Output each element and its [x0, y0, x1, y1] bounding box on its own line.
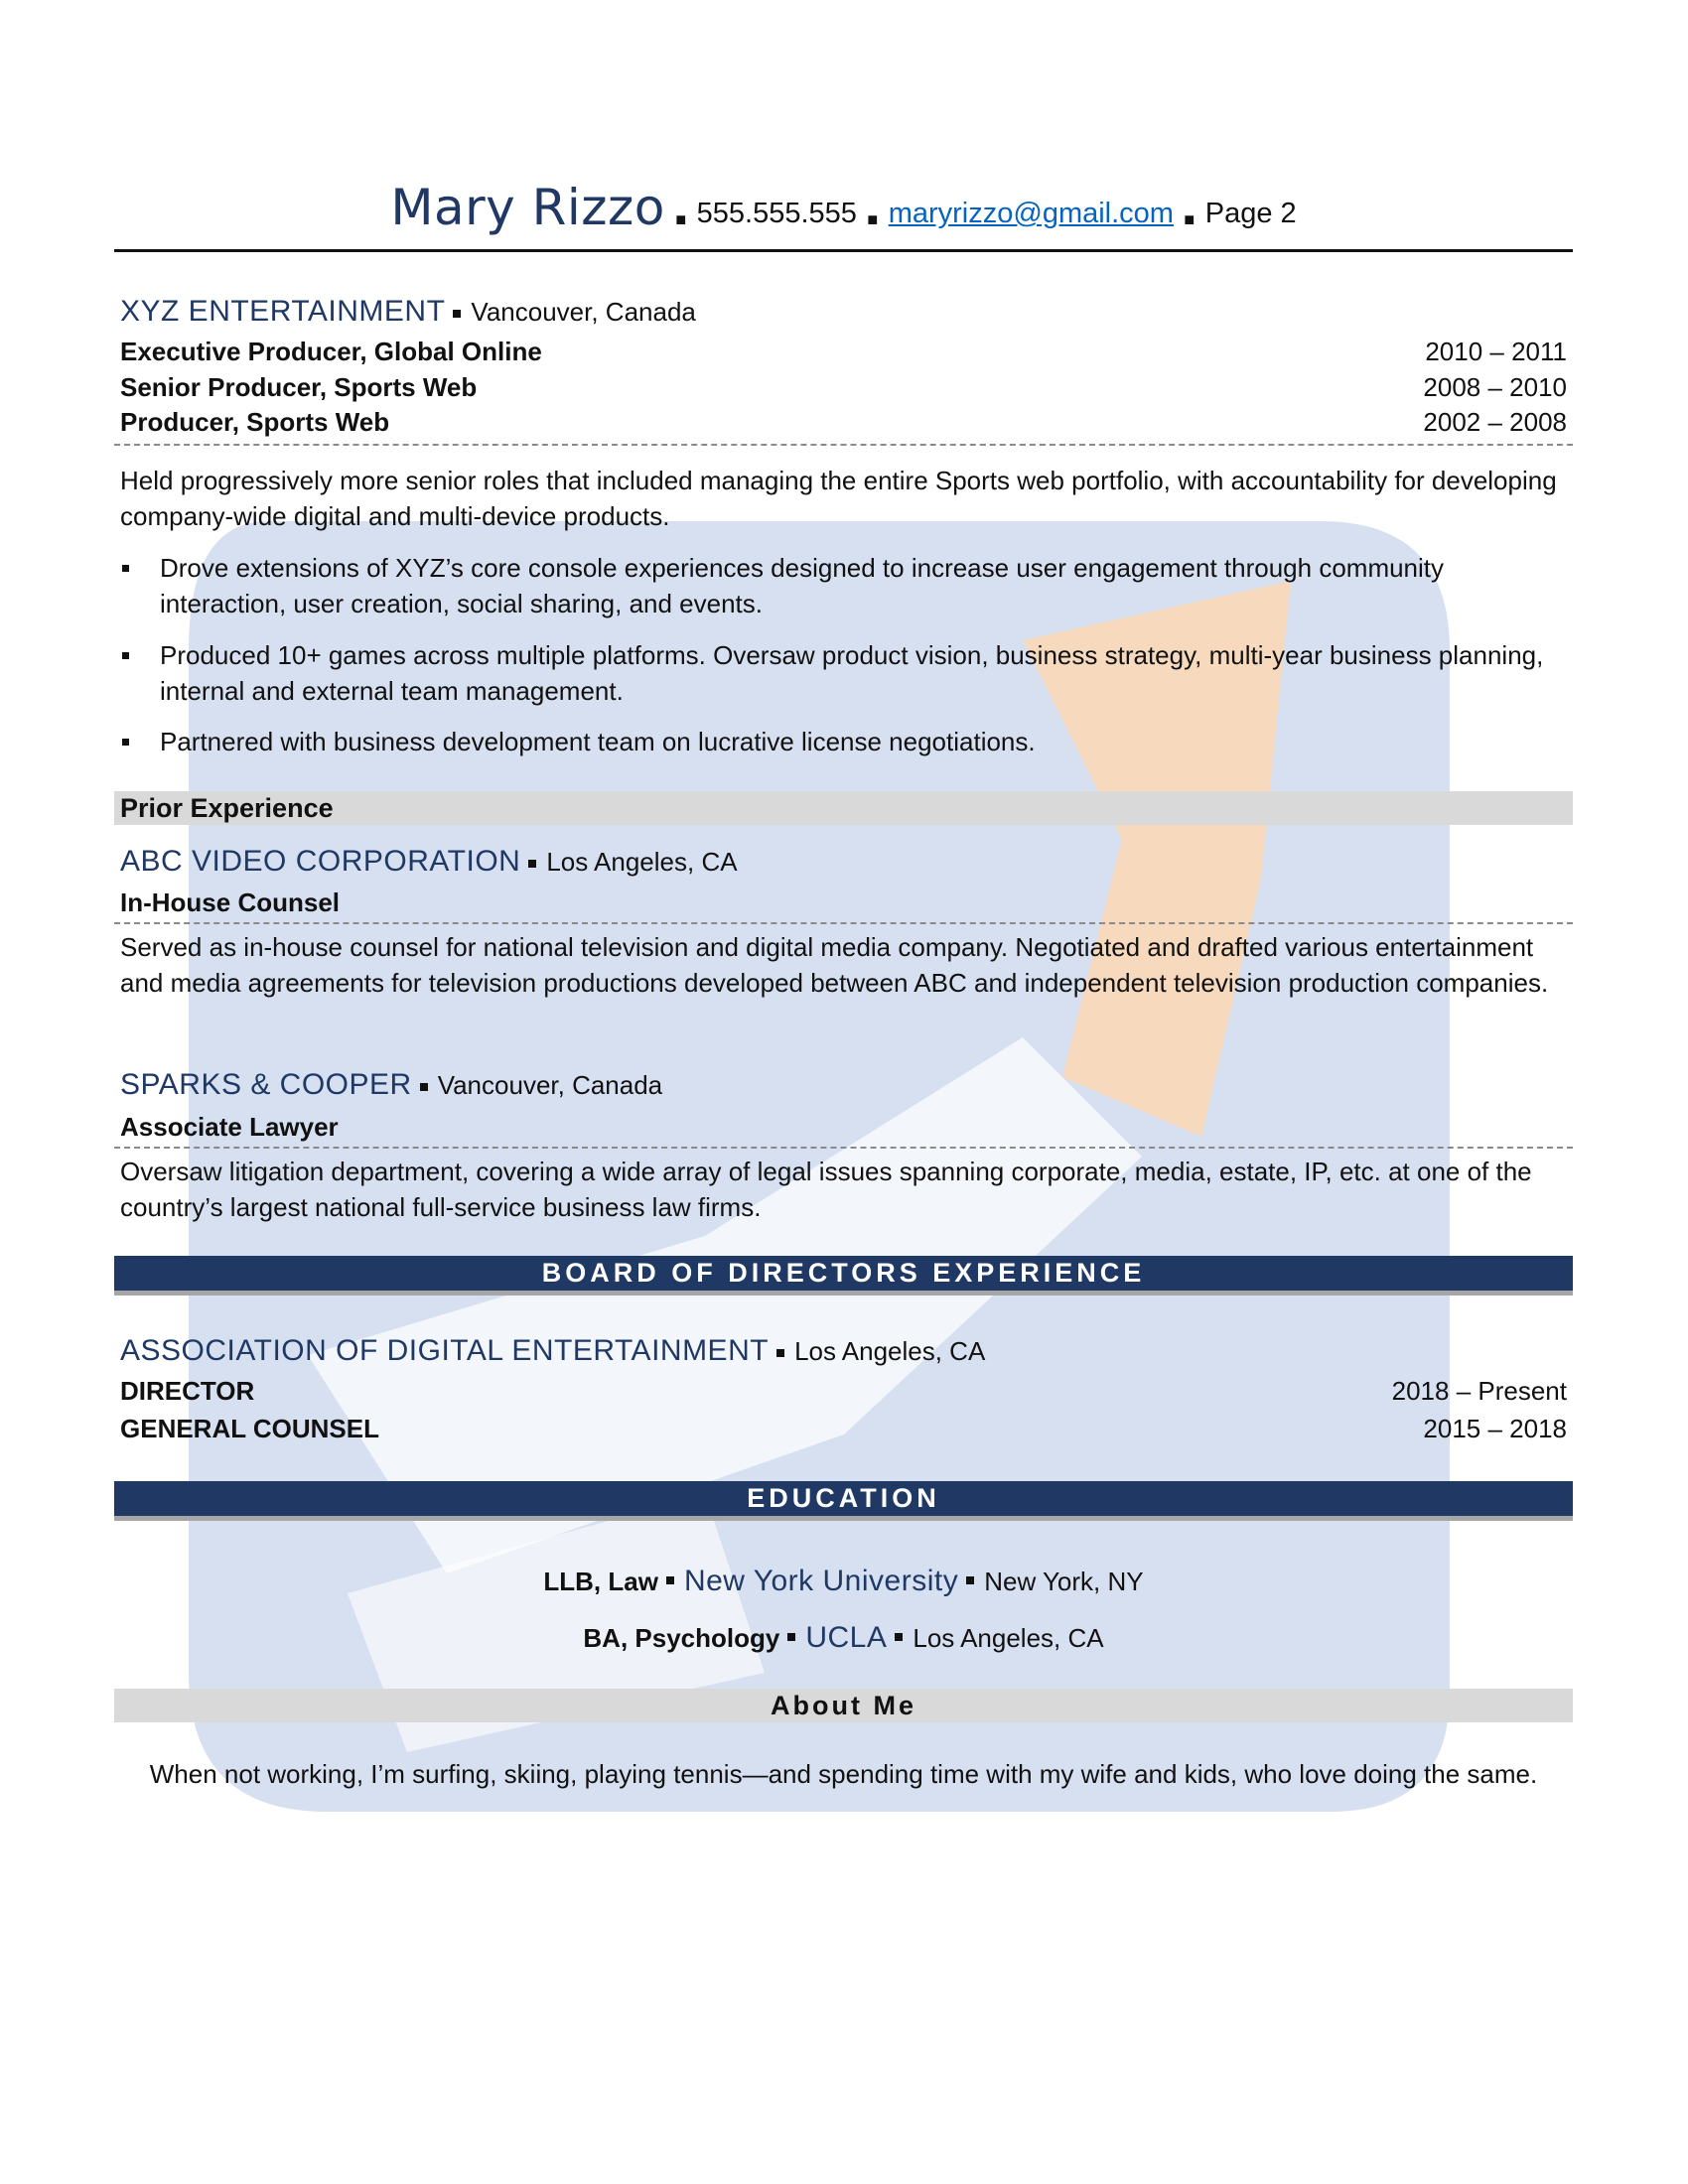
- school-name: New York University: [683, 1565, 959, 1597]
- section-divider: [114, 1147, 1573, 1149]
- section-header-education: [114, 1481, 1573, 1521]
- bullet-text: Partnered with business development team on lucrative license negotiations.: [160, 727, 1036, 756]
- education-entry: [114, 1621, 1573, 1655]
- section-divider: [114, 444, 1573, 446]
- school-location: Los Angeles, CA: [913, 1623, 1104, 1653]
- bullet-icon: [122, 739, 129, 746]
- role-dates: 2010 – 2011: [1425, 337, 1567, 366]
- role-title: Executive Producer, Global Online: [120, 337, 542, 366]
- bullet-icon: [122, 652, 129, 659]
- company-location: Vancouver, Canada: [471, 297, 696, 327]
- separator-icon: [528, 860, 536, 868]
- section-title: Prior Experience: [120, 793, 334, 823]
- separator-icon: ■: [867, 209, 879, 230]
- list-item: [120, 637, 1550, 709]
- company-heading-abc: [120, 845, 738, 879]
- resume-header: [114, 179, 1573, 236]
- section-header-prior-experience: [114, 791, 1573, 825]
- about-text: When not working, I’m surfing, skiing, playing tennis—and spending time with my wife and kids, who love doing the same.: [149, 1759, 1538, 1789]
- section-divider: [114, 922, 1573, 924]
- section-title: EDUCATION: [747, 1483, 940, 1513]
- separator-icon: [420, 1083, 428, 1091]
- school-location: New York, NY: [984, 1567, 1144, 1596]
- company-name: SPARKS & COOPER: [120, 1068, 412, 1101]
- list-item: [120, 724, 1550, 759]
- email-link[interactable]: maryrizzo@gmail.com: [888, 198, 1174, 229]
- separator-icon: [966, 1576, 974, 1584]
- company-heading-xyz: [120, 295, 696, 329]
- separator-icon: [666, 1576, 674, 1584]
- separator-icon: [776, 1349, 784, 1357]
- separator-icon: ■: [1184, 209, 1196, 230]
- bullet-icon: [122, 565, 129, 572]
- role-summary: Held progressively more senior roles that included managing the entire Sports web portfolio, with accountability for developing company-wide digital and multi-device products.: [120, 466, 1557, 531]
- section-header-about: [114, 1689, 1573, 1722]
- company-heading-association: [120, 1334, 985, 1368]
- header-divider: [114, 249, 1573, 252]
- role-description: Oversaw litigation department, covering a wide array of legal issues spanning corporate, media, estate, IP, etc. at one of the country’s largest national full-service business law firms.: [120, 1157, 1532, 1222]
- phone-number: 555.555.555: [696, 198, 857, 229]
- education-entry: [114, 1565, 1573, 1598]
- bullet-text: Produced 10+ games across multiple platforms. Oversaw product vision, business strategy, multi-year business planning, internal and external team management.: [160, 640, 1544, 706]
- company-heading-sparks: [120, 1068, 662, 1102]
- degree: LLB, Law: [543, 1567, 658, 1596]
- separator-icon: [453, 310, 461, 318]
- role-dates: 2002 – 2008: [1423, 407, 1567, 437]
- section-header-board: [114, 1256, 1573, 1296]
- company-name: XYZ ENTERTAINMENT: [120, 295, 446, 328]
- page-number: Page 2: [1204, 198, 1297, 229]
- role-dates: 2015 – 2018: [1423, 1414, 1567, 1443]
- candidate-name: Mary Rizzo: [390, 179, 665, 236]
- company-name: ASSOCIATION OF DIGITAL ENTERTAINMENT: [120, 1334, 770, 1367]
- role-dates: 2018 – Present: [1391, 1376, 1567, 1406]
- company-name: ABC VIDEO CORPORATION: [120, 845, 521, 878]
- school-name: UCLA: [805, 1621, 888, 1654]
- section-title: BOARD OF DIRECTORS EXPERIENCE: [541, 1258, 1146, 1288]
- bullet-text: Drove extensions of XYZ’s core console experiences designed to increase user engagement through community interaction, user creation, social sharing, and events.: [160, 553, 1445, 618]
- role-title: Associate Lawyer: [120, 1112, 339, 1142]
- role-title: DIRECTOR: [120, 1376, 255, 1406]
- role-title: Senior Producer, Sports Web: [120, 372, 478, 402]
- role-title: GENERAL COUNSEL: [120, 1414, 379, 1443]
- role-dates: 2008 – 2010: [1423, 372, 1567, 402]
- section-title: About Me: [771, 1691, 916, 1720]
- separator-icon: ■: [675, 209, 687, 230]
- role-title: In-House Counsel: [120, 887, 341, 917]
- company-location: Los Angeles, CA: [546, 847, 738, 877]
- degree: BA, Psychology: [583, 1623, 780, 1653]
- role-title: Producer, Sports Web: [120, 407, 390, 437]
- separator-icon: [787, 1633, 795, 1641]
- role-description: Served as in-house counsel for national television and digital media company. Negotiated and drafted various entertainment and media agreements for television productions developed between ABC and independent television production companies.: [120, 932, 1549, 998]
- list-item: [120, 550, 1550, 621]
- company-location: Vancouver, Canada: [437, 1070, 663, 1100]
- company-location: Los Angeles, CA: [794, 1336, 986, 1366]
- separator-icon: [895, 1633, 903, 1641]
